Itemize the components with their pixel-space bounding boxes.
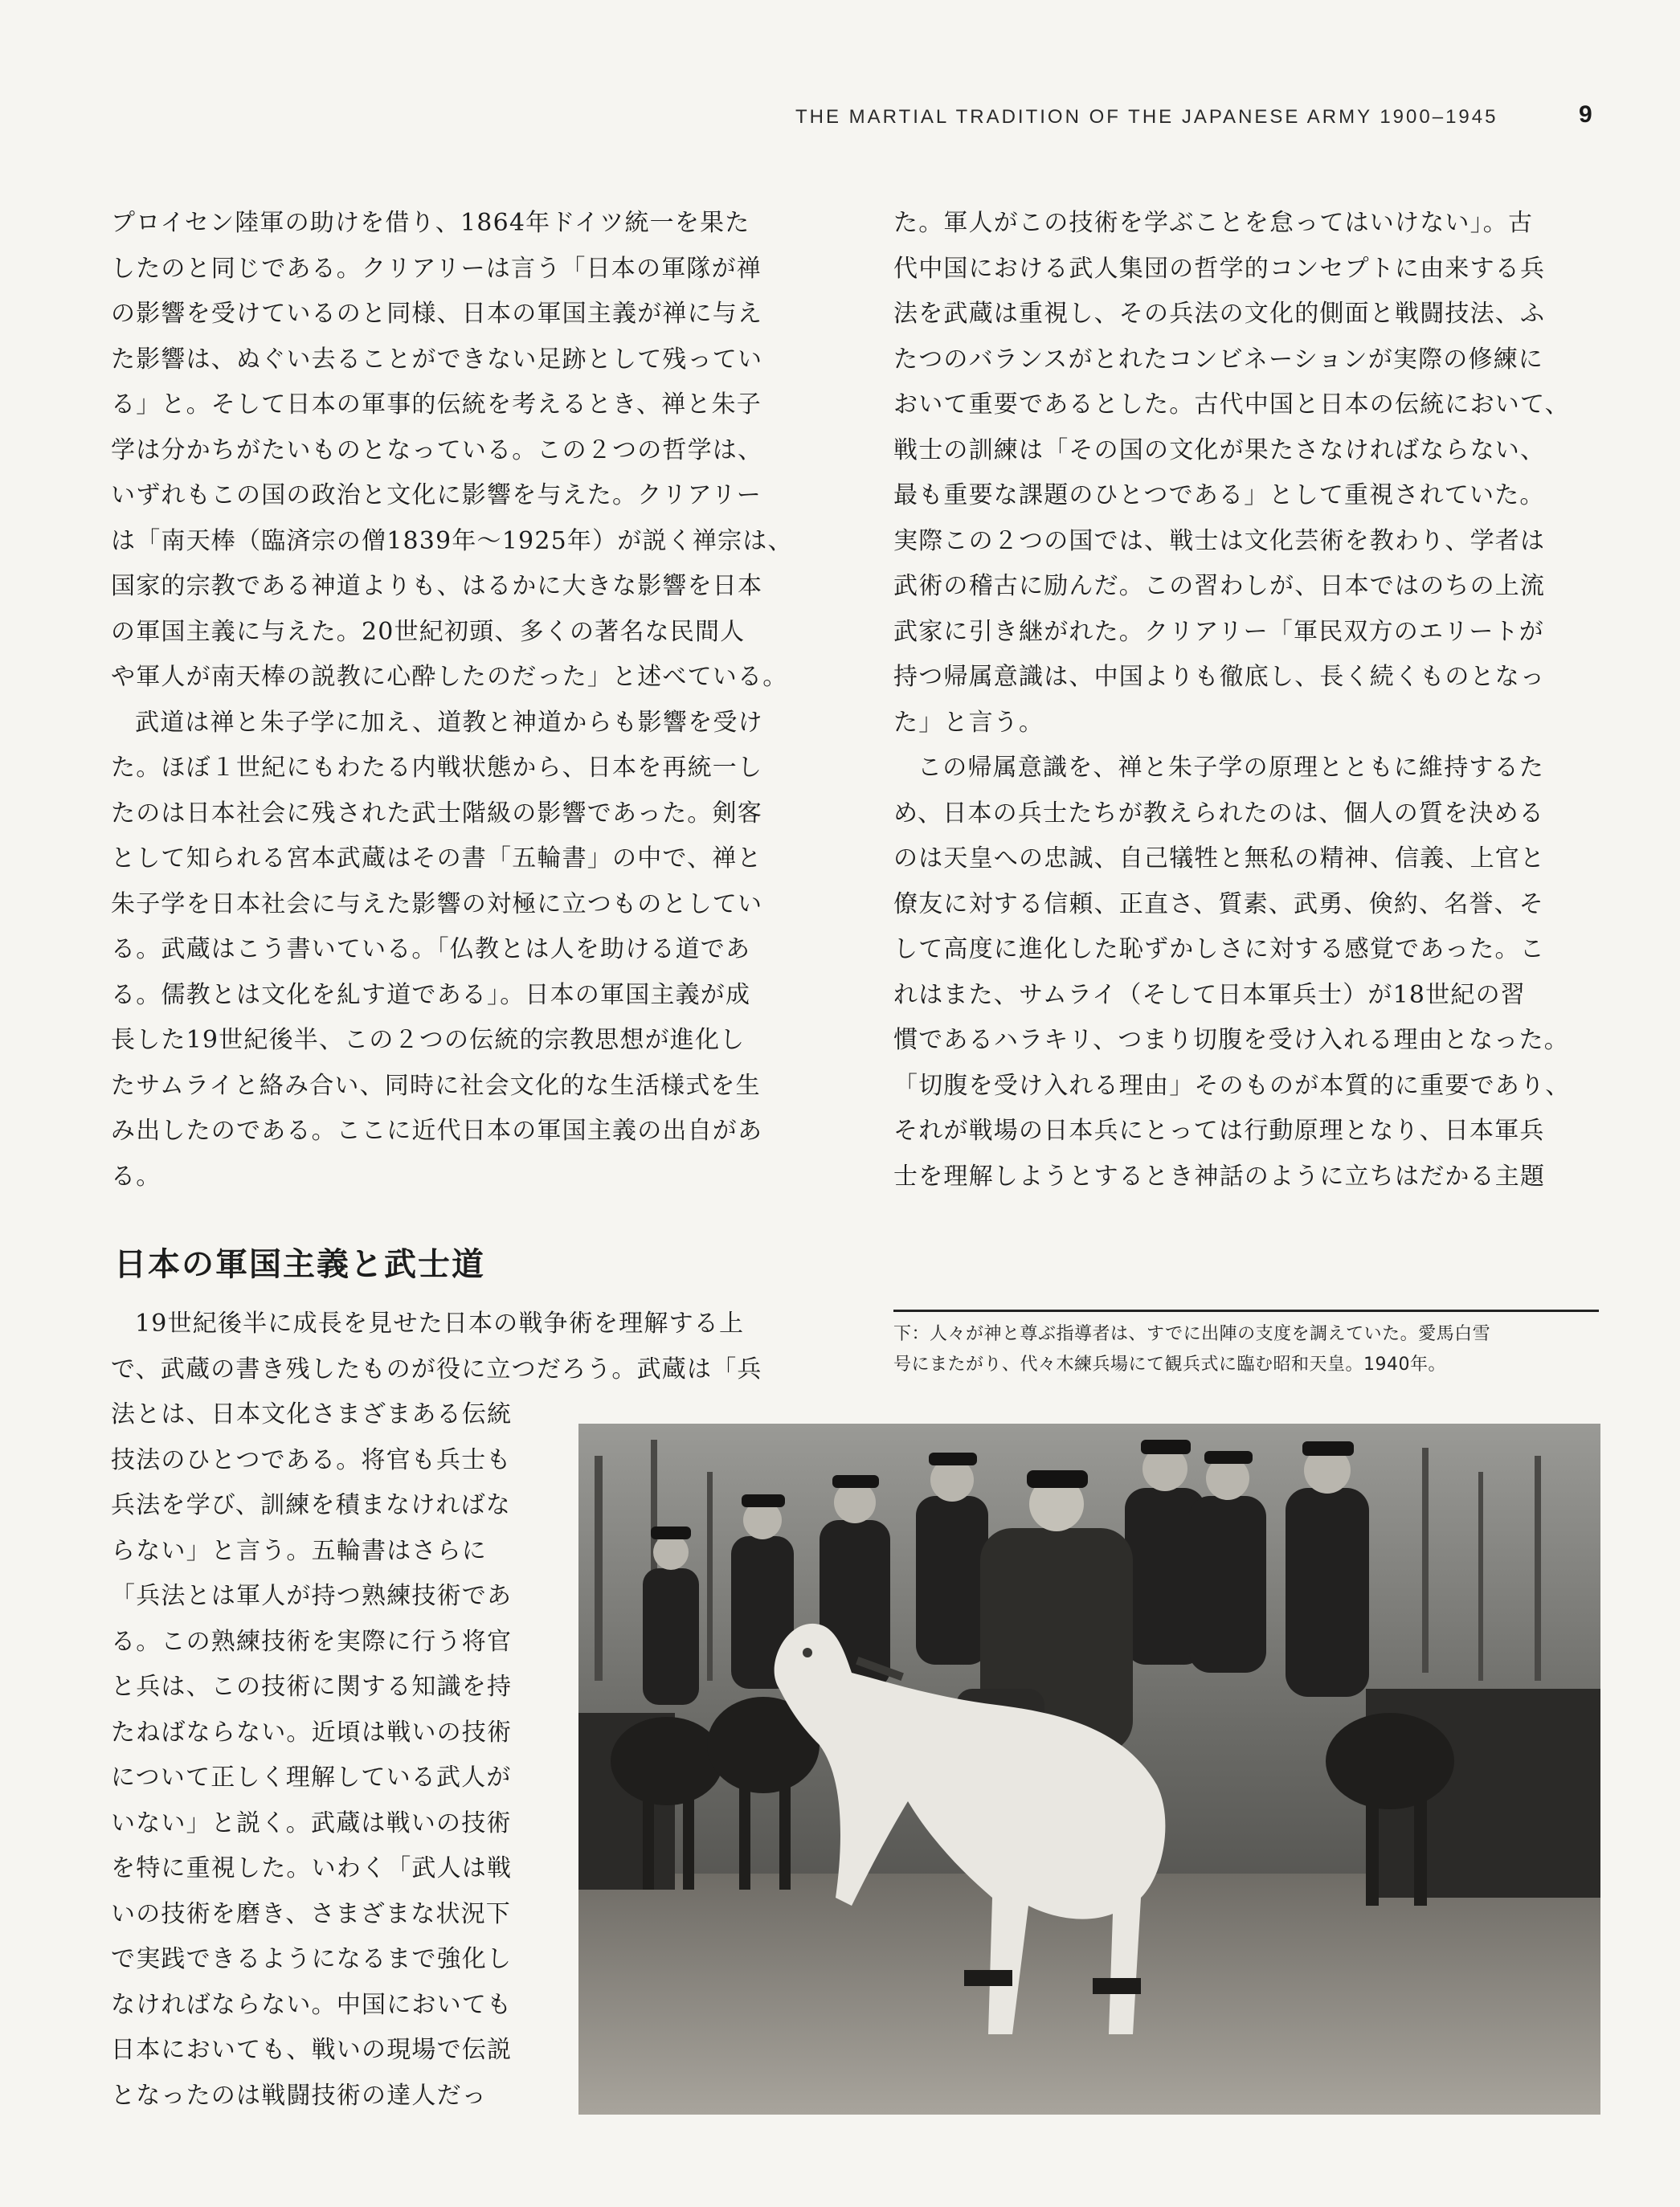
section-heading: 日本の軍国主義と武士道 — [114, 1246, 485, 1283]
text-line: 学は分かちがたいものとなっている。この２つの哲学は、 — [111, 435, 763, 464]
section-body-wide — [111, 1302, 826, 1392]
text-line: 武道は禅と朱子学に加え、道教と神道からも影響を受け — [135, 708, 763, 737]
text-line: 19世紀後半に成長を見せた日本の戦争術を理解する上 — [135, 1310, 745, 1338]
page-number: 9 — [1579, 101, 1592, 128]
text-line: る。この熟練技術を実際に行う将官 — [111, 1627, 513, 1656]
text-line: それが戦場の日本兵にとっては行動原理となり、日本軍兵 — [893, 1117, 1545, 1145]
text-line: たねばならない。近頃は戦いの技術 — [111, 1718, 513, 1747]
text-line: プロイセン陸軍の助けを借り、1864年ドイツ統一を果た — [111, 209, 750, 237]
text-line: 士を理解しようとするとき神話のように立ちはだかる主題 — [893, 1162, 1546, 1191]
text-line: たつのバランスがとれたコンビネーションが実際の修練に — [893, 345, 1544, 374]
text-line: 僚友に対する信頼、正直さ、質素、武勇、倹約、名誉、そ — [893, 889, 1544, 918]
text-line: 「切腹を受け入れる理由」そのものが本質的に重要であり、 — [893, 1071, 1571, 1100]
text-line: る。武蔵はこう書いている。「仏教とは人を助ける道であ — [111, 935, 751, 963]
caption-line: 号にまたがり、代々木練兵場にて観兵式に臨む昭和天皇。1940年。 — [893, 1355, 1446, 1375]
text-line: の軍国主義に与えた。20世紀初頭、多くの著名な民間人 — [111, 617, 746, 646]
text-line: た。ほぼ１世紀にもわたる内戦状態から、日本を再統一し — [111, 754, 763, 782]
right-column — [893, 201, 1600, 1200]
photo-caption — [893, 1319, 1600, 1380]
text-line: のは天皇への忠誠、自己犠牲と無私の精神、信義、上官と — [893, 844, 1546, 873]
paragraph — [111, 201, 818, 701]
running-header: THE MARTIAL TRADITION OF THE JAPANESE ARMY 1900–1945 — [795, 106, 1498, 128]
text-line: め、日本の兵士たちが教えられたのは、個人の質を決める — [893, 799, 1544, 828]
text-line: る。 — [111, 1162, 161, 1191]
text-line: となったのは戦闘技術の達人だっ — [111, 2081, 487, 2110]
text-line: や軍人が南天棒の説教に心酔したのだった」と述べている。 — [111, 663, 788, 691]
text-line: 技法のひとつである。将官も兵士も — [111, 1445, 512, 1474]
parade-photograph — [578, 1424, 1600, 2115]
caption-rule — [893, 1310, 1599, 1312]
text-line: で実践できるようになるまで強化し — [111, 1945, 513, 1973]
text-line: 兵法を学び、訓練を積まなければな — [111, 1491, 511, 1519]
text-line: として知られる宮本武蔵はその書「五輪書」の中で、禅と — [111, 844, 762, 873]
paragraph — [893, 201, 1600, 746]
text-line: 武術の稽古に励んだ。この習わしが、日本ではのちの上流 — [893, 572, 1546, 600]
text-line: たサムライと絡み合い、同時に社会文化的な生活様式を生 — [111, 1071, 761, 1100]
text-line: み出したのである。ここに近代日本の軍国主義の出自があ — [111, 1117, 763, 1145]
text-line: 戦士の訓練は「その国の文化が果たさなければならない、 — [893, 435, 1546, 464]
text-line: おいて重要であるとした。古代中国と日本の伝統において、 — [893, 390, 1570, 419]
text-line: る」と。そして日本の軍事的伝統を考えるとき、禅と朱子 — [111, 390, 762, 419]
text-line: は「南天棒（臨済宗の僧1839年〜1925年）が説く禅宗は、 — [111, 526, 793, 555]
paragraph — [111, 701, 818, 1200]
text-line: らない」と言う。五輪書はさらに — [111, 1536, 487, 1565]
text-line: について正しく理解している武人が — [111, 1764, 512, 1792]
text-line: の影響を受けているのと同様、日本の軍国主義が禅に与え — [111, 300, 763, 328]
text-line: いずれもこの国の政治と文化に影響を与えた。クリアリー — [111, 481, 762, 509]
text-line: で、武蔵の書き残したものが役に立つだろう。武蔵は「兵 — [111, 1355, 762, 1383]
text-line: いの技術を磨き、さまざまな状況下 — [111, 1899, 511, 1928]
text-line: 「兵法とは軍人が持つ熟練技術であ — [111, 1582, 513, 1610]
caption-line: 下：人々が神と尊ぶ指導者は、すでに出陣の支度を調えていた。愛馬白雪 — [893, 1324, 1491, 1344]
text-line: して高度に進化した恥ずかしさに対する感覚であった。こ — [893, 935, 1545, 963]
section-body-narrow — [111, 1392, 561, 2119]
text-line: なければならない。中国においても — [111, 1990, 513, 2019]
text-line: たのは日本社会に残された武士階級の影響であった。剣客 — [111, 799, 762, 828]
text-line: 持つ帰属意識は、中国よりも徹底し、長く続くものとなっ — [893, 663, 1546, 691]
text-line: 実際この２つの国では、戦士は文化芸術を教わり、学者は — [893, 526, 1546, 555]
left-column — [111, 201, 818, 1200]
text-line: た」と言う。 — [893, 708, 1044, 737]
text-line: る。儒教とは文化を糺す道である」。日本の軍国主義が成 — [111, 980, 751, 1009]
text-line: 慣であるハラキリ、つまり切腹を受け入れる理由となった。 — [893, 1026, 1569, 1054]
text-line: この帰属意識を、禅と朱子学の原理とともに維持するた — [918, 754, 1544, 782]
text-line: た。軍人がこの技術を学ぶことを怠ってはいけない」。古 — [893, 209, 1534, 237]
text-line: 日本においても、戦いの現場で伝説 — [111, 2036, 513, 2064]
text-line: を特に重視した。いわく「武人は戦 — [111, 1854, 513, 1882]
text-line: 法を武蔵は重視し、その兵法の文化的側面と戦闘技法、ふ — [893, 300, 1546, 328]
paragraph — [893, 746, 1600, 1200]
text-line: 最も重要な課題のひとつである」として重視されていた。 — [893, 481, 1545, 509]
text-line: れはまた、サムライ（そして日本軍兵士）が18世紀の習 — [893, 980, 1526, 1009]
text-line: したのと同じである。クリアリーは言う「日本の軍隊が禅 — [111, 254, 762, 283]
text-line: 法とは、日本文化さまざまある伝統 — [111, 1400, 513, 1428]
text-line: 長した19世紀後半、この２つの伝統的宗教思想が進化し — [111, 1026, 746, 1054]
text-line: 代中国における武人集団の哲学的コンセプトに由来する兵 — [893, 254, 1546, 283]
text-line: と兵は、この技術に関する知識を持 — [111, 1673, 513, 1701]
text-line: 武家に引き継がれた。クリアリー「軍民双方のエリートが — [893, 617, 1544, 646]
text-line: 国家的宗教である神道よりも、はるかに大きな影響を日本 — [111, 572, 763, 600]
text-line: 朱子学を日本社会に与えた影響の対極に立つものとしてい — [111, 889, 763, 918]
text-line: いない」と説く。武蔵は戦いの技術 — [111, 1809, 512, 1837]
text-line: た影響は、ぬぐい去ることができない足跡として残ってい — [111, 345, 763, 374]
